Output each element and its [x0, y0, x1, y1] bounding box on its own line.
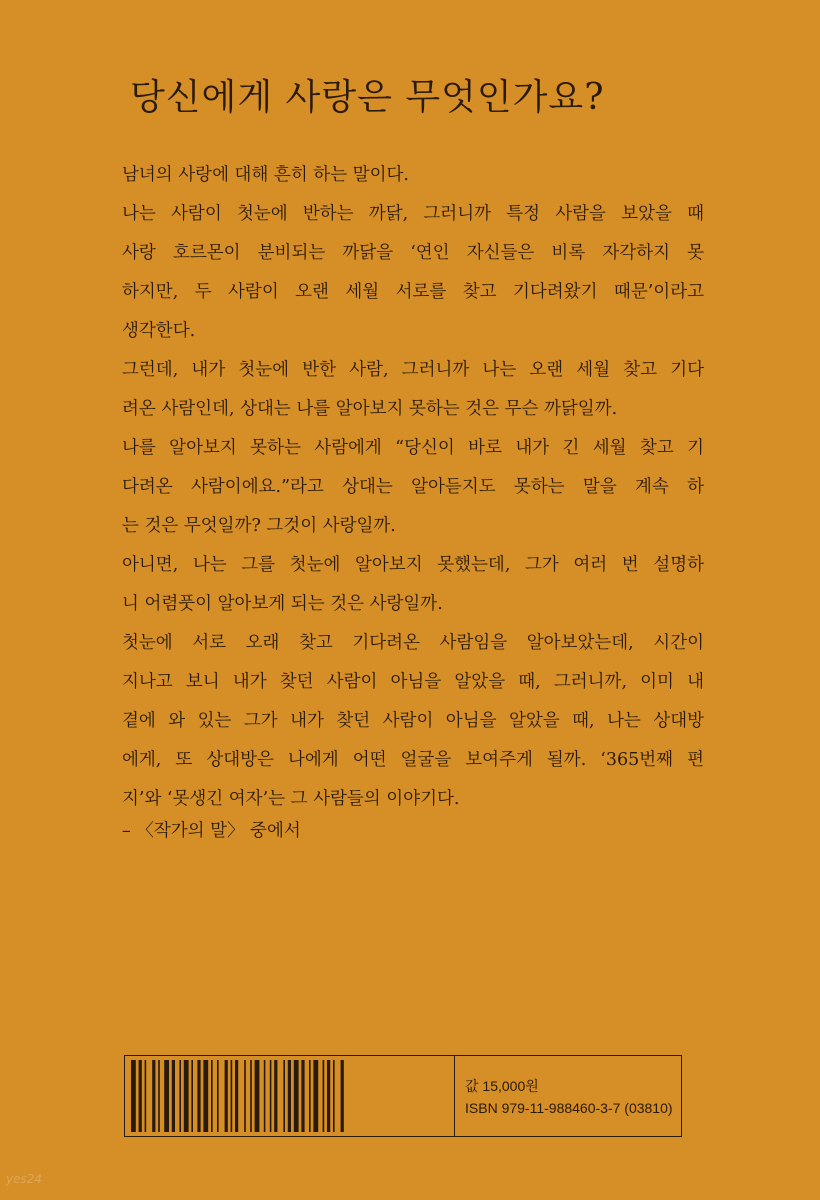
barcode-price-box: [124, 1055, 682, 1137]
author-note-text: [122, 156, 704, 819]
barcode-bar: [301, 1060, 304, 1132]
barcode-bar: [327, 1060, 330, 1132]
cover-heading: 당신에게 사랑은 무엇인가요?: [130, 77, 605, 118]
barcode-bar: [152, 1060, 155, 1132]
barcode-bar: [172, 1060, 175, 1132]
barcode-bar: [164, 1060, 169, 1132]
barcode-bar: [131, 1060, 136, 1132]
barcode-bar: [184, 1060, 189, 1132]
barcode-bar: [211, 1060, 213, 1132]
barcode-bar: [145, 1060, 147, 1132]
barcode-bar: [283, 1060, 285, 1132]
barcode-bar: [309, 1060, 311, 1132]
barcode-bar: [225, 1060, 228, 1132]
text-line: 남녀의 사랑에 대해 흔히 하는 말이다.: [122, 165, 409, 185]
text-line: 나를 알아보지 못하는 사람에게 “당신이 바로 내가 긴 세월 찾고 기: [122, 438, 704, 458]
watermark-logo: yes24: [6, 1172, 43, 1186]
barcode-bar: [274, 1060, 277, 1132]
text-line: 곁에 와 있는 그가 내가 찾던 사람이 아님을 알았을 때, 나는 상대방: [122, 711, 704, 731]
barcode-bar: [191, 1060, 193, 1132]
text-line: 지’와 ‘못생긴 여자’는 그 사람들의 이야기다.: [122, 789, 460, 809]
barcode-bar: [244, 1060, 246, 1132]
barcode-bar: [203, 1060, 208, 1132]
barcode-icon: [125, 1056, 455, 1136]
barcode-graphic: [129, 1060, 449, 1132]
barcode-bar: [288, 1060, 291, 1132]
barcode-bar: [235, 1060, 238, 1132]
text-line: 사랑 호르몬이 분비되는 까닭을 ‘연인 자신들은 비록 자각하지 못: [122, 243, 704, 263]
text-line: 첫눈에 서로 오래 찾고 기다려온 사람임을 알아보았는데, 시간이: [122, 633, 704, 653]
barcode-bar: [139, 1060, 142, 1132]
text-line: 그런데, 내가 첫눈에 반한 사람, 그러니까 나는 오랜 세월 찾고 기다: [122, 360, 704, 380]
text-line: 지나고 보니 내가 찾던 사람이 아님을 알았을 때, 그러니까, 이미 내: [122, 672, 704, 692]
text-line: 려온 사람인데, 상대는 나를 알아보지 못하는 것은 무슨 까닭일까.: [122, 399, 618, 419]
price-info: [455, 1056, 681, 1136]
text-line: 니 어렴풋이 알아보게 되는 것은 사랑일까.: [122, 594, 443, 614]
barcode-bar: [250, 1060, 252, 1132]
text-line: 는 것은 무엇일까? 그것이 사랑일까.: [122, 516, 396, 536]
barcode-bar: [313, 1060, 318, 1132]
text-line: 하지만, 두 사람이 오랜 세월 서로를 찾고 기다려왔기 때문’이라고: [122, 282, 704, 302]
barcode-bar: [217, 1060, 219, 1132]
barcode-bar: [294, 1060, 299, 1132]
text-line: 에게, 또 상대방은 나에게 어떤 얼굴을 보여주게 될까. ‘365번째 편: [122, 750, 704, 770]
barcode-bar: [333, 1060, 335, 1132]
source-attribution: – 〈작가의 말〉 중에서: [122, 821, 301, 841]
barcode-bar: [264, 1060, 266, 1132]
barcode-bar: [179, 1060, 181, 1132]
barcode-bar: [323, 1060, 325, 1132]
barcode-bar: [231, 1060, 233, 1132]
text-line: 아니면, 나는 그를 첫눈에 알아보지 못했는데, 그가 여러 번 설명하: [122, 555, 704, 575]
text-line: 나는 사람이 첫눈에 반하는 까닭, 그러니까 특정 사람을 보았을 때: [122, 204, 704, 224]
text-line: 생각한다.: [122, 321, 196, 341]
isbn-label: ISBN 979-11-988460-3-7 (03810): [465, 1100, 673, 1116]
barcode-bar: [255, 1060, 260, 1132]
barcode-bar: [158, 1060, 160, 1132]
barcode-bar: [270, 1060, 272, 1132]
text-line: 다려온 사람이에요.”라고 상대는 알아듣지도 못하는 말을 계속 하: [122, 477, 704, 497]
price-label: 값 15,000원: [465, 1078, 539, 1094]
barcode-bar: [197, 1060, 200, 1132]
barcode-bar: [341, 1060, 344, 1132]
